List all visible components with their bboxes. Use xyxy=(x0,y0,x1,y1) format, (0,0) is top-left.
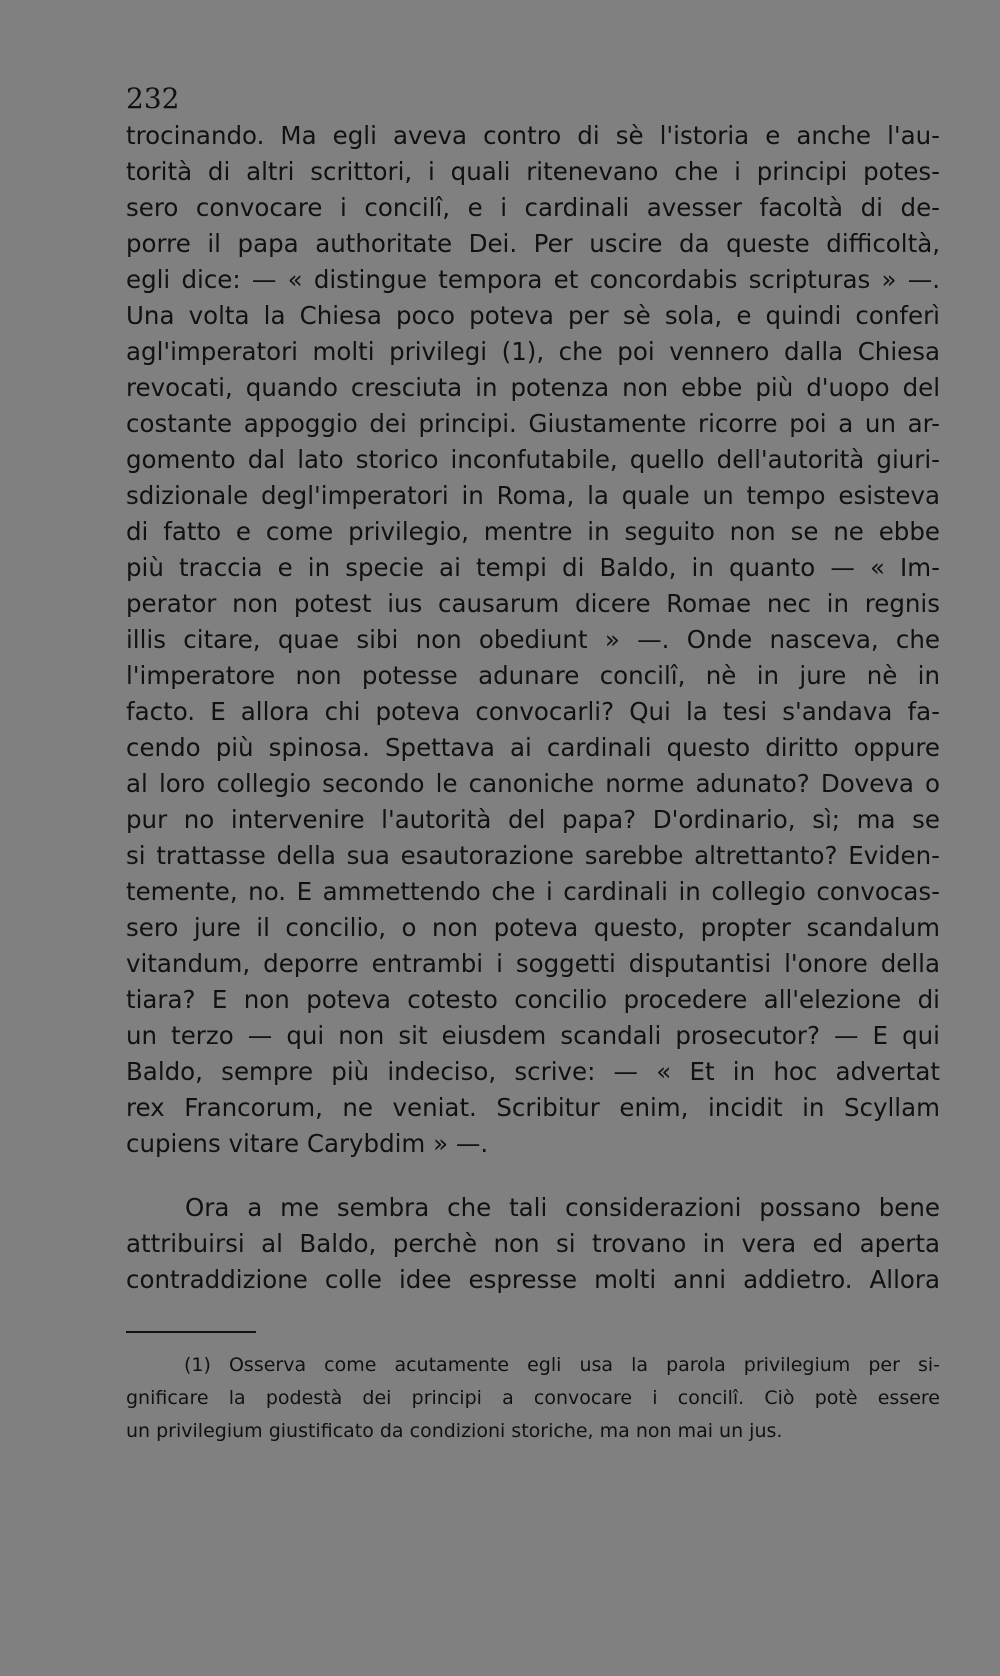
text-line: trocinando. Ma egli aveva contro di sè l'istoria e anche l'au- xyxy=(126,121,940,150)
text-line: Ora a me sembra che tali considerazioni possano bene xyxy=(185,1193,940,1222)
text-line: un terzo — qui non sit eiusdem scandali prosecutor? — E qui xyxy=(126,1021,940,1050)
text-line: illis citare, quae sibi non obediunt » —. Onde nasceva, che xyxy=(126,625,940,654)
text-line: torità di altri scrittori, i quali ritenevano che i principi potes- xyxy=(126,157,940,186)
text-line: si trattasse della sua esautorazione sarebbe altrettanto? Eviden- xyxy=(126,841,940,870)
page-number: 232 xyxy=(126,82,180,115)
text-line: Baldo, sempre più indeciso, scrive: — « Et in hoc advertat xyxy=(126,1057,940,1086)
text-line: sdizionale degl'imperatori in Roma, la quale un tempo esisteva xyxy=(126,481,940,510)
text-line: pur no intervenire l'autorità del papa? D'ordinario, sì; ma se xyxy=(126,805,940,834)
text-line: sero jure il concilio, o non poteva questo, propter scandalum xyxy=(126,913,940,942)
text-line: porre il papa authoritate Dei. Per uscire da queste difficoltà, xyxy=(126,229,940,258)
footnote-line: gnificare la podestà dei principi a convocare i concilî. Ciò potè essere xyxy=(126,1387,940,1409)
text-line: sero convocare i concilî, e i cardinali avesser facoltà di de- xyxy=(126,193,940,222)
text-line: gomento dal lato storico inconfutabile, quello dell'autorità giuri- xyxy=(126,445,940,474)
text-line: rex Francorum, ne veniat. Scribitur enim, incidit in Scyllam xyxy=(126,1093,940,1122)
text-line: l'imperatore non potesse adunare concilî, nè in jure nè in xyxy=(126,661,940,690)
text-line: di fatto e come privilegio, mentre in seguito non se ne ebbe xyxy=(126,517,940,546)
text-line: cendo più spinosa. Spettava ai cardinali questo diritto oppure xyxy=(126,733,940,762)
text-line: cupiens vitare Carybdim » —. xyxy=(126,1129,489,1158)
text-line: agl'imperatori molti privilegi (1), che poi vennero dalla Chiesa xyxy=(126,337,940,366)
text-line: più traccia e in specie ai tempi di Baldo, in quanto — « Im- xyxy=(126,553,940,582)
text-line: egli dice: — « distingue tempora et concordabis scripturas » —. xyxy=(126,265,940,294)
text-line: revocati, quando cresciuta in potenza non ebbe più d'uopo del xyxy=(126,373,940,402)
text-line: tiara? E non poteva cotesto concilio procedere all'elezione di xyxy=(126,985,940,1014)
text-line: contraddizione colle idee espresse molti anni addietro. Allora xyxy=(126,1265,940,1294)
text-line: perator non potest ius causarum dicere Romae nec in regnis xyxy=(126,589,940,618)
footnote-line: (1) Osserva come acutamente egli usa la parola privilegium per si- xyxy=(184,1354,940,1376)
text-line: temente, no. E ammettendo che i cardinali in collegio convocas- xyxy=(126,877,940,906)
text-line: Una volta la Chiesa poco poteva per sè sola, e quindi conferì xyxy=(126,301,940,330)
text-line: attribuirsi al Baldo, perchè non si trovano in vera ed aperta xyxy=(126,1229,940,1258)
text-line: facto. E allora chi poteva convocarli? Qui la tesi s'andava fa- xyxy=(126,697,940,726)
text-line: costante appoggio dei principi. Giustamente ricorre poi a un ar- xyxy=(126,409,940,438)
text-line: vitandum, deporre entrambi i soggetti disputantisi l'onore della xyxy=(126,949,940,978)
footnote-divider xyxy=(126,1331,256,1333)
text-line: al loro collegio secondo le canoniche norme adunato? Doveva o xyxy=(126,769,940,798)
footnote-line: un privilegium giustificato da condizioni storiche, ma non mai un jus. xyxy=(126,1420,783,1442)
